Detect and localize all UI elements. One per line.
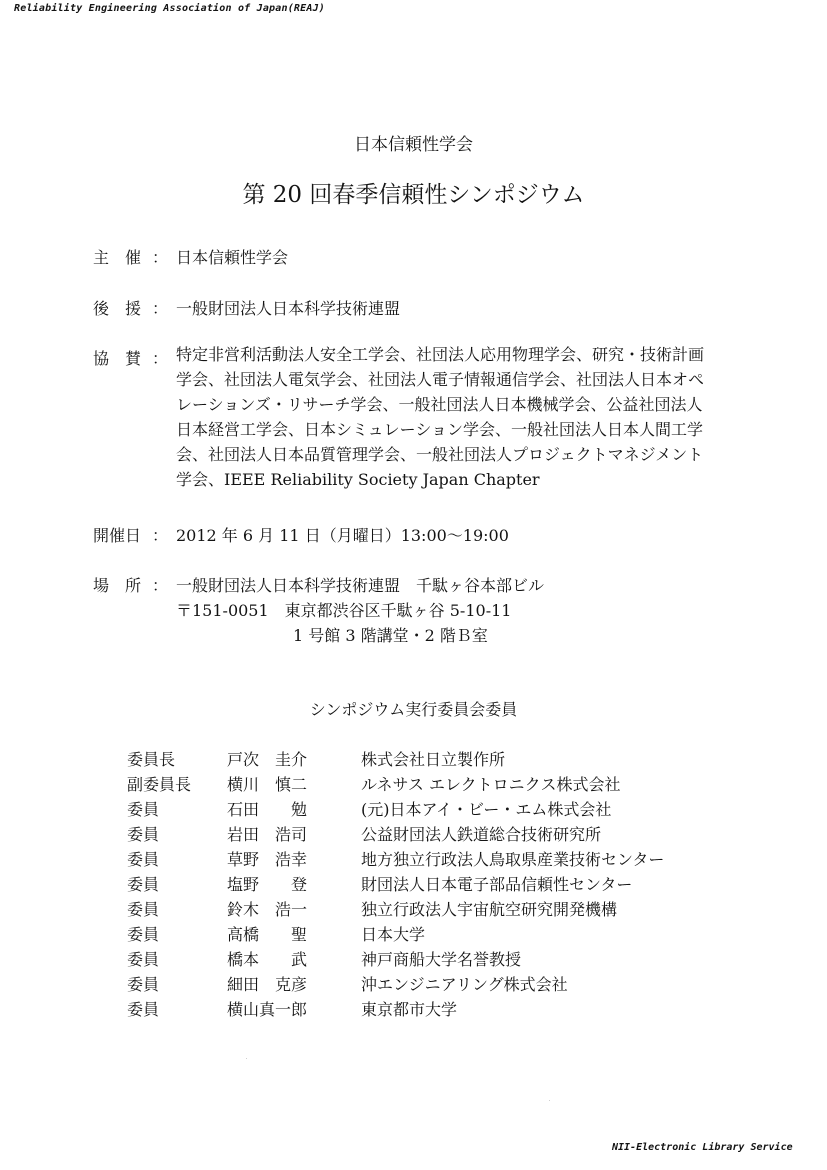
organizer-text: 日本信頼性学会 (176, 248, 289, 267)
member-name: 石田 勉 (227, 800, 308, 819)
organization-title: 日本信頼性学会 (354, 135, 473, 155)
member-role: 委員 (127, 975, 160, 994)
member-name: 岩田 浩司 (227, 825, 308, 844)
member-name: 横山真一郎 (227, 1000, 308, 1019)
member-affiliation: 独立行政法人宇宙航空研究開発機構 (361, 900, 618, 919)
organizer-label: 主 催 (93, 248, 142, 267)
member-name: 塩野 登 (227, 875, 308, 894)
cosponsors-label: 協 賛 (93, 349, 142, 368)
cosponsors-line: 学会、IEEE Reliability Society Japan Chapter (176, 470, 540, 489)
venue-name: 一般財団法人日本科学技術連盟 千駄ヶ谷本部ビル (176, 576, 545, 595)
member-affiliation: 株式会社日立製作所 (361, 750, 506, 769)
member-role: 委員 (127, 825, 160, 844)
member-name: 鈴木 浩一 (227, 900, 308, 919)
member-affiliation: (元)日本アイ・ビー・エム株式会社 (361, 800, 612, 819)
scan-speck (549, 1100, 550, 1101)
member-affiliation: 沖エンジニアリング株式会社 (361, 975, 568, 994)
member-name: 草野 浩幸 (227, 850, 308, 869)
cosponsors-line: 会、社団法人日本品質管理学会、一般社団法人プロジェクトマネジメント (176, 445, 704, 464)
table-row (127, 746, 664, 771)
cosponsors-list (176, 342, 704, 492)
cosponsors-line: レーションズ・リサーチ学会、一般社団法人日本機械学会、公益社団法人 (176, 395, 703, 414)
table-row (127, 846, 664, 871)
member-role: 委員 (127, 850, 160, 869)
table-row (127, 771, 664, 796)
member-name: 細田 克彦 (227, 975, 308, 994)
member-role: 委員 (127, 950, 160, 969)
support-colon: ： (152, 299, 169, 318)
header-note: Reliability Engineering Association of Japan(REAJ) (14, 3, 326, 14)
venue-label: 場 所 (93, 576, 142, 595)
member-role: 委員 (127, 875, 160, 894)
symposium-title: 第 20 回春季信頼性シンポジウム (242, 182, 585, 208)
member-role: 委員 (127, 900, 160, 919)
date-label: 開催日 (93, 526, 142, 545)
table-row (127, 821, 664, 846)
member-affiliation: 東京都市大学 (361, 1000, 458, 1019)
table-row (127, 996, 664, 1021)
table-row (127, 871, 664, 896)
table-row (127, 796, 664, 821)
member-affiliation: 公益財団法人鉄道総合技術研究所 (361, 825, 602, 844)
venue-address: 〒151-0051 東京都渋谷区千駄ヶ谷 5-10-11 (176, 601, 512, 620)
member-affiliation: 神戸商船大学名誉教授 (361, 950, 522, 969)
member-role: 委員 (127, 925, 160, 944)
scan-speck (246, 1058, 247, 1059)
member-role: 副委員長 (127, 775, 192, 794)
committee-table (127, 746, 664, 1021)
venue-colon: ： (152, 576, 169, 595)
member-affiliation: 財団法人日本電子部品信頼性センター (361, 875, 633, 894)
date-colon: ： (152, 526, 169, 545)
member-role: 委員 (127, 800, 160, 819)
member-name: 橋本 武 (227, 950, 308, 969)
member-affiliation: 地方独立行政法人鳥取県産業技術センター (361, 850, 665, 869)
member-name: 高橋 聖 (227, 925, 308, 944)
support-label: 後 援 (93, 299, 142, 318)
member-name: 横川 慎二 (227, 775, 308, 794)
footer-note: NII-Electronic Library Service (612, 1142, 793, 1153)
table-row (127, 896, 664, 921)
committee-title: シンポジウム実行委員会委員 (309, 700, 518, 719)
member-role: 委員長 (127, 750, 176, 769)
member-affiliation: 日本大学 (361, 925, 426, 944)
cosponsors-line: 学会、社団法人電気学会、社団法人電子情報通信学会、社団法人日本オペ (176, 370, 705, 389)
organizer-colon: ： (152, 248, 169, 267)
cosponsors-colon: ： (152, 349, 169, 368)
venue-rooms: 1 号館 3 階講堂・2 階Ｂ室 (293, 626, 488, 645)
member-name: 戸次 圭介 (227, 750, 308, 769)
table-row (127, 921, 664, 946)
support-text: 一般財団法人日本科学技術連盟 (176, 299, 401, 318)
member-affiliation: ルネサス エレクトロニクス株式会社 (361, 775, 621, 794)
table-row (127, 946, 664, 971)
cosponsors-line: 特定非営利活動法人安全工学会、社団法人応用物理学会、研究・技術計画 (176, 345, 705, 364)
cosponsors-line: 日本経営工学会、日本シミュレーション学会、一般社団法人日本人間工学 (176, 420, 704, 439)
member-role: 委員 (127, 1000, 160, 1019)
date-text: 2012 年 6 月 11 日（月曜日）13:00～19:00 (176, 526, 509, 545)
table-row (127, 971, 664, 996)
